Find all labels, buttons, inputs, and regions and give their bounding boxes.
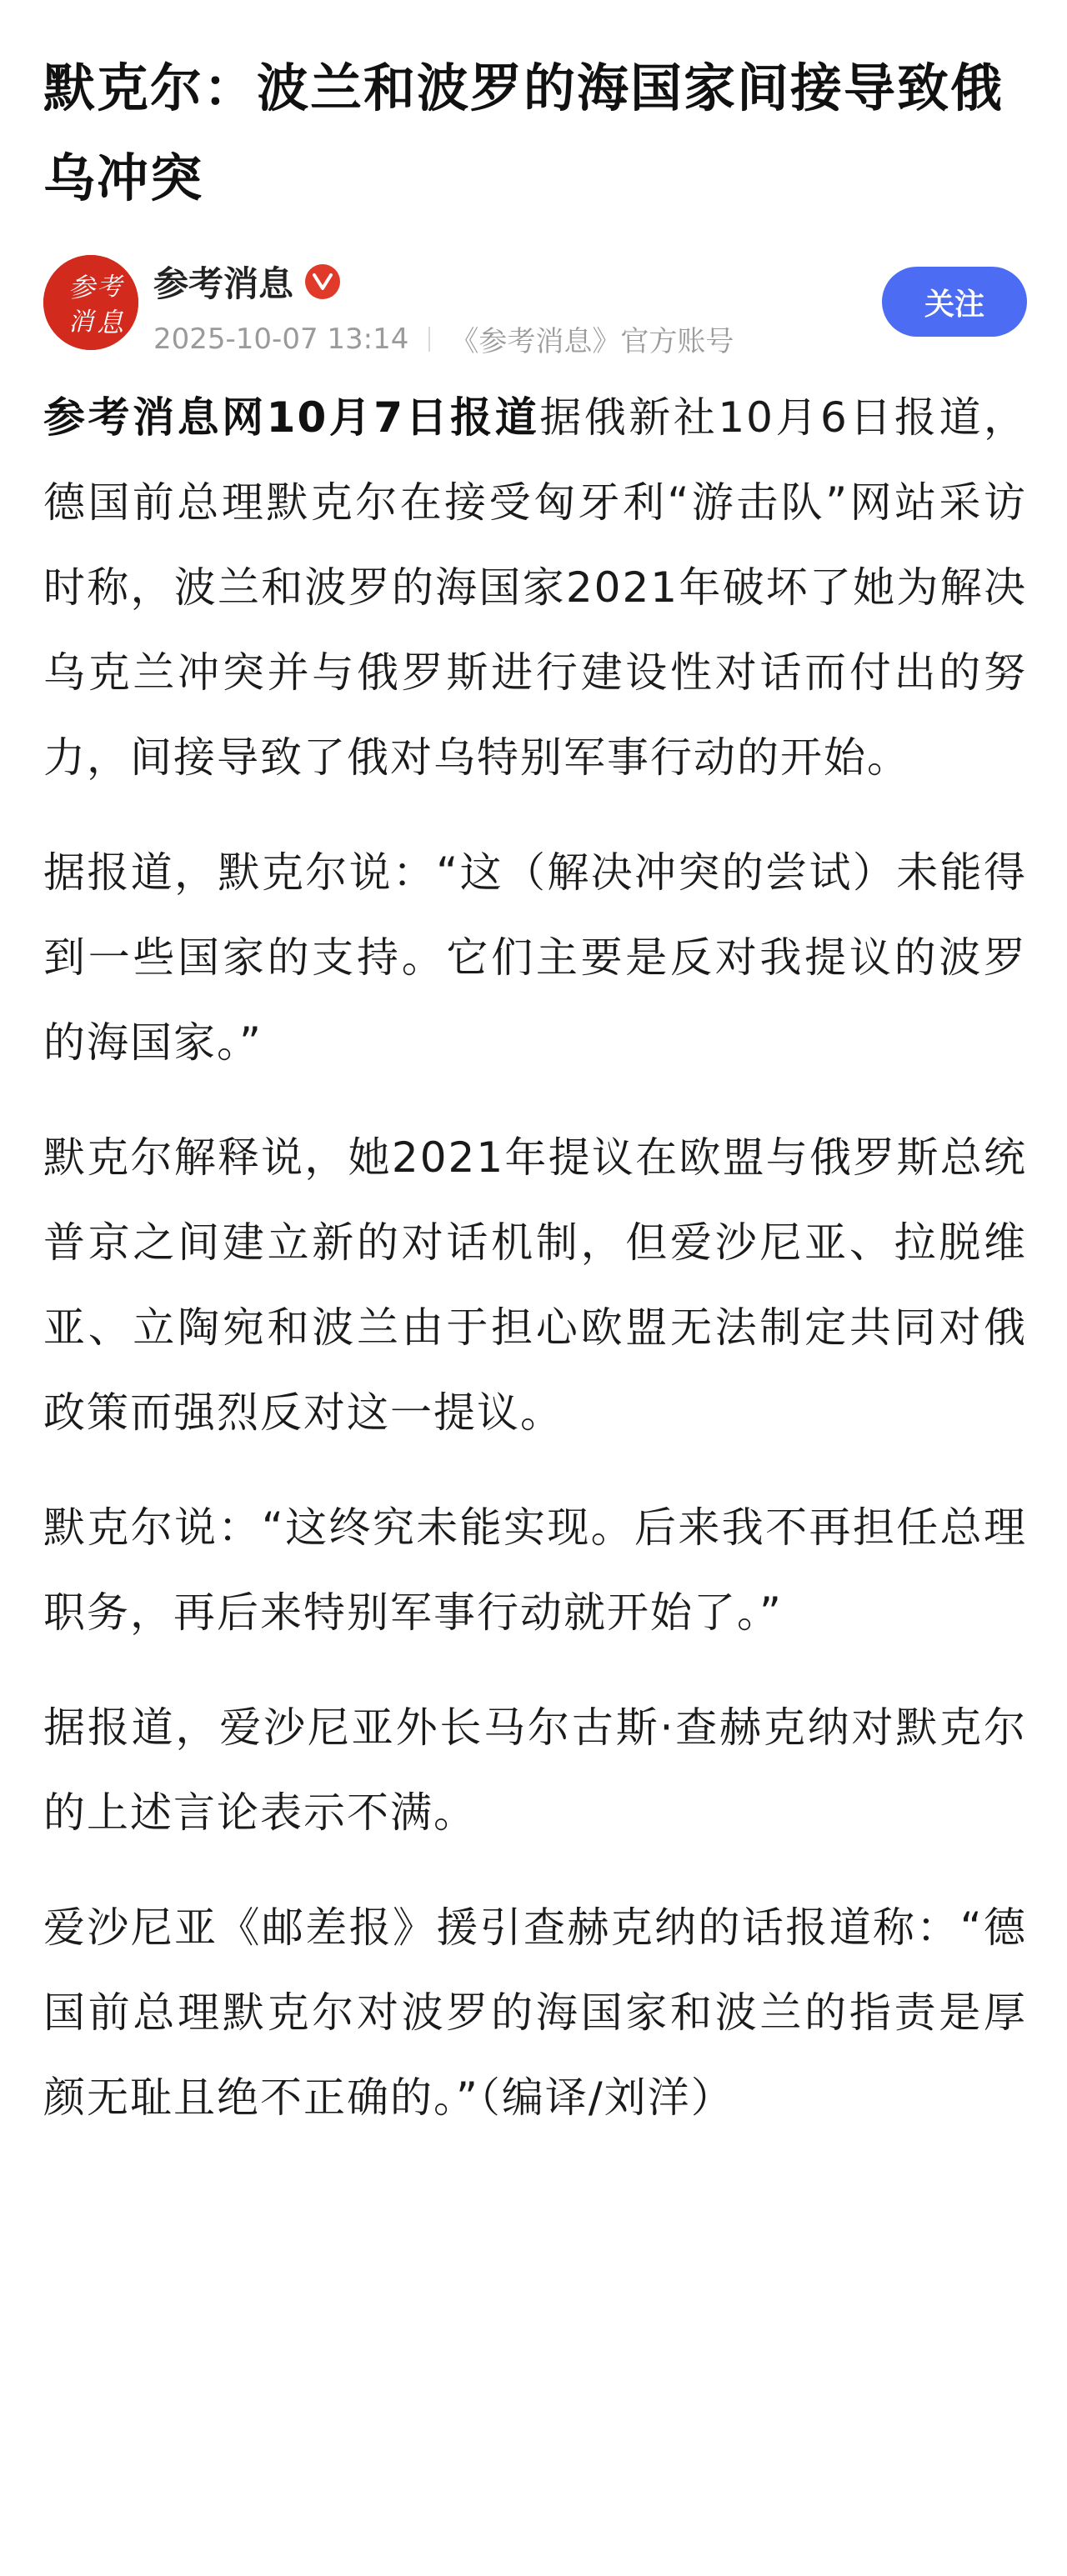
paragraph xyxy=(43,375,1027,800)
verified-check-icon xyxy=(305,264,340,299)
svg-text:考: 考 xyxy=(97,273,122,302)
paragraph xyxy=(43,1685,1027,1855)
publish-date: 2025-10-07 13:14 xyxy=(153,322,409,356)
paragraph-text: 默克尔解释说，她2021年提议在欧盟与俄罗斯总统普京之间建立新的对话机制，但爱沙尼亚、拉脱维亚、立陶宛和波兰由于担心欧盟无法制定共同对俄政策而强烈反对这一提议。 xyxy=(43,1133,1027,1437)
article-title: 默克尔：波兰和波罗的海国家间接导致俄乌冲突 xyxy=(43,58,1004,208)
article xyxy=(43,0,1027,2170)
author-name[interactable]: 参考消息 xyxy=(153,263,294,304)
avatar[interactable] xyxy=(43,255,138,350)
paragraph-text: 据报道，爱沙尼亚外长马尔古斯·查赫克纳对默克尔的上述言论表示不满。 xyxy=(43,1703,1027,1837)
svg-text:参: 参 xyxy=(68,272,96,303)
author-row xyxy=(43,255,1027,363)
paragraph xyxy=(43,1115,1027,1455)
paragraph-lead: 参考消息网10月7日报道 xyxy=(43,393,540,442)
paragraph xyxy=(43,1485,1027,1655)
paragraph-text: 默克尔说：“这终究未能实现。后来我不再担任总理职务，再后来特别军事行动就开始了。” xyxy=(43,1503,1027,1637)
paragraph-text: 据报道，默克尔说：“这（解决冲突的尝试）未能得到一些国家的支持。它们主要是反对我提议的波罗的海国家。” xyxy=(43,848,1027,1067)
paragraph xyxy=(43,1885,1027,2140)
svg-text:消: 消 xyxy=(68,308,93,337)
paragraph-text: 据俄新社10月6日报道，德国前总理默克尔在接受匈牙利“游击队”网站采访时称，波兰和波罗的海国家2021年破坏了她为解决乌克兰冲突并与俄罗斯进行建设性对话而付出的努力，间接导致了俄对乌特别军事行动的开始。 xyxy=(43,393,1027,782)
follow-button[interactable]: 关注 xyxy=(882,267,1027,337)
meta-row xyxy=(153,318,734,359)
paragraph-text: 爱沙尼亚《邮差报》援引查赫克纳的话报道称：“德国前总理默克尔对波罗的海国家和波兰的指责是厚颜无耻且绝不正确的。”（编译/刘洋） xyxy=(43,1903,1027,2122)
svg-text:息: 息 xyxy=(97,307,124,338)
avatar-logo-icon xyxy=(43,255,138,350)
author-name-row xyxy=(153,258,340,305)
paragraph xyxy=(43,830,1027,1085)
article-body xyxy=(43,375,1027,2140)
meta-divider xyxy=(428,327,430,352)
account-type: 《参考消息》官方账号 xyxy=(450,325,734,358)
